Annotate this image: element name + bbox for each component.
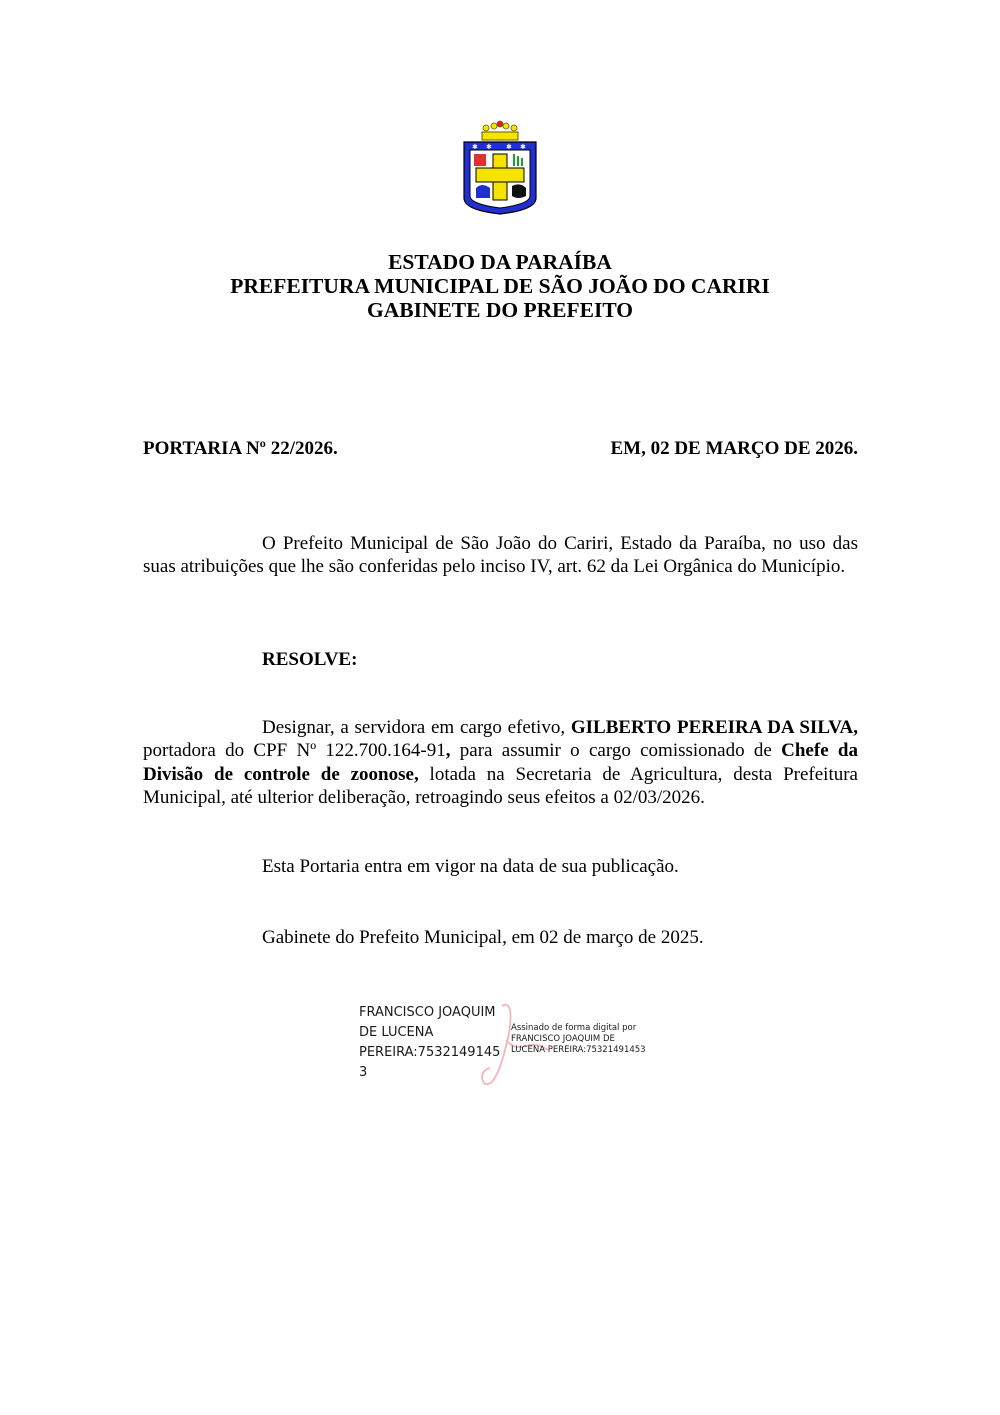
portaria-number: PORTARIA Nº 22/2026. [143, 438, 338, 459]
closing-statement: Gabinete do Prefeito Municipal, em 02 de março de 2025. [262, 927, 704, 948]
signer-name: FRANCISCO JOAQUIM DE LUCENA PEREIRA:7532149145 3 [359, 1005, 501, 1080]
designation-comma: , [445, 740, 451, 762]
effective-date-statement: Esta Portaria entra em vigor na data de sua publicação. [262, 856, 679, 877]
intro-paragraph: O Prefeito Municipal de São João do Cariri, Estado da Paraíba, no uso das suas atribuições que lhe são conferidas pelo inciso IV, art. 62 da Lei Orgânica do Município. [143, 533, 858, 578]
designation-text-1: Designar, a servidora em cargo efetivo, [262, 717, 571, 738]
office-name: GABINETE DO PREFEITO [366, 298, 634, 322]
signature-note-line: FRANCISCO JOAQUIM DE [511, 1034, 615, 1044]
crown-icon [482, 121, 518, 140]
designation-text-2: portadora do CPF Nº 122.700.164-91 [143, 740, 446, 762]
resolve-heading: RESOLVE: [262, 649, 358, 670]
municipality-name: PREFEITURA MUNICIPAL DE SÃO JOÃO DO CARIRI [230, 274, 770, 298]
svg-text:✱: ✱ [472, 143, 478, 151]
appointee-name: GILBERTO PEREIRA DA SILVA, [570, 717, 858, 738]
svg-text:✱: ✱ [486, 143, 492, 151]
position-title: Chefe da Divisão de controle de zoonose, [143, 740, 858, 785]
svg-text:✱: ✱ [506, 143, 512, 151]
portaria-date: EM, 02 DE MARÇO DE 2026. [610, 438, 858, 459]
designation-text-4: lotada na Secretaria de Agricultura, desta Prefeitura Municipal, até ulterior deliberação, retroagindo seus efeitos a 02/03/2026. [143, 763, 858, 808]
document-header [0, 250, 1000, 322]
designation-text-3: para assumir o cargo comissionado de [450, 740, 782, 762]
digital-signature-note [511, 1023, 671, 1056]
svg-text:✱: ✱ [520, 143, 526, 151]
signature-note-line: Assinado de forma digital por [511, 1023, 637, 1033]
designation-paragraph [143, 716, 858, 809]
signature-note-line: LUCENA PEREIRA:75321491453 [511, 1045, 646, 1055]
state-name: ESTADO DA PARAÍBA [388, 250, 612, 274]
municipal-coat-of-arms [460, 120, 540, 216]
